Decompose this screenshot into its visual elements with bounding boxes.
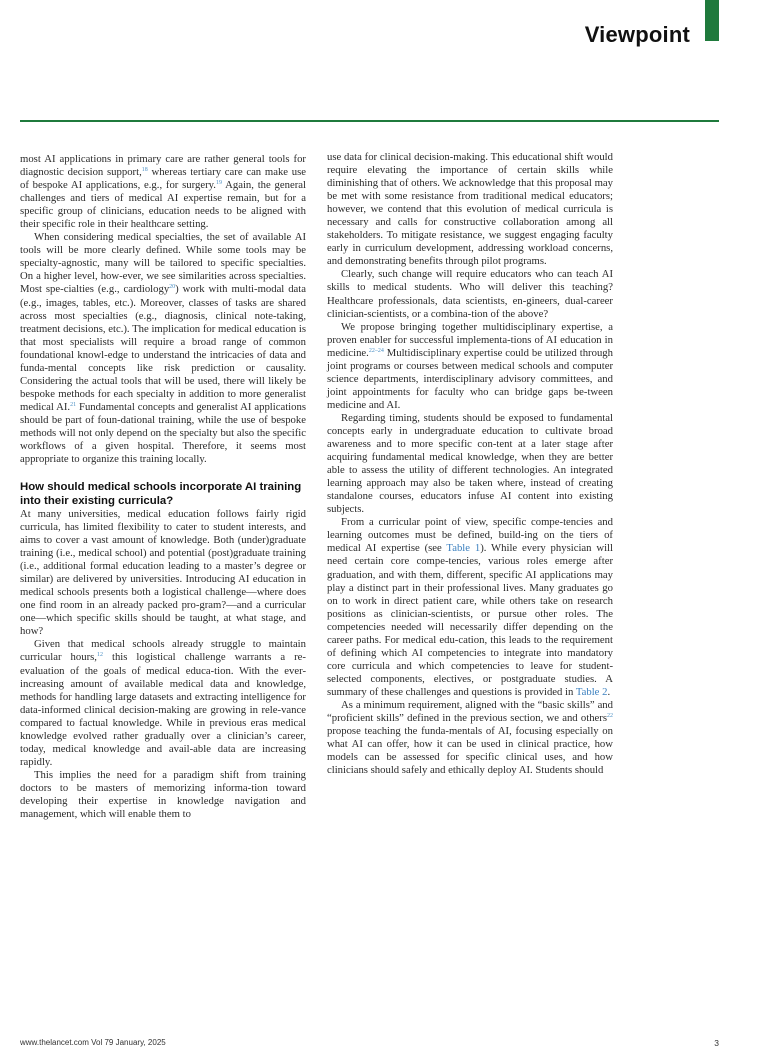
table-1-link[interactable]: Table 1 — [446, 542, 481, 555]
paragraph: Clearly, such change will require educators who can teach AI skills to medical students. Who will deliver this teaching? Healthcare professionals, data scientists, en-gineers, dual-career clinician-scientists, or a combina-tion of the above? — [327, 268, 613, 320]
citation-ref[interactable]: 20 — [169, 284, 176, 291]
right-column — [327, 151, 613, 777]
paragraph: As a minimum requirement, aligned with the “basic skills” and “proficient skills” defined in the previous section, we and others$^{22}$ propose teaching the funda-mentals of AI, focusing especially on what AI can offer, how it can be used in clinical practice, how models can be assessed for specific clinical uses, and how clinicians should safely and ethically deploy AI. Students should — [327, 698, 613, 777]
table-2-link[interactable]: Table 2 — [575, 685, 608, 698]
header-rule — [20, 120, 719, 122]
section-heading: How should medical schools incorporate AI training into their existing curricula? — [20, 481, 302, 507]
citation-ref[interactable]: 12 — [96, 652, 103, 659]
page-number: 3 — [714, 1038, 719, 1048]
paragraph: use data for clinical decision-making. This educational shift would require elevating the importance of certain skills while diminishing that of others. We acknowledge that this proposal may be met with some resistance from traditional medical educators; however, we contend that this evolution of medical curricula is necessary and calls for constructive collaboration among all stakeholders. To mitigate resistance, we suggest engaging faculty early in curriculum development, addressing workload concerns, and demonstrating benefits through pilot programs. — [327, 151, 613, 268]
paragraph: From a curricular point of view, specific compe-tencies and learning outcomes must be defined, build-ing on the tiers of medical AI expertise (see Table 1). While every physician will need certain core compe-tencies, various roles emerge after graduation, and with them, different, specific AI applications may play a distinct part in their professional lives. Many graduates go on to work in direct patient care, while others take on research positions as clinician-scientists, or pursue other roles. The competencies needed will necessarily differ depending on the career paths. For medical edu-cation, this leads to the requirement of defining which AI competencies to integrate into mandatory core curricula and which competencies to leave for student-selected components, electives, or postgraduate studies. A summary of these challenges and questions is provided in Table 2. — [327, 516, 613, 698]
left-column — [20, 153, 306, 821]
citation-ref[interactable]: 21 — [70, 401, 77, 408]
citation-ref[interactable]: 22–24 — [368, 347, 384, 354]
paragraph: We propose bringing together multidisciplinary expertise, a proven enabler for successful implementa-tions of AI education in medicine.$^{22-24}$ Multidisciplinary expertise could be utilized through joint programs or courses between medical schools and computer science departments, interdisciplinary advisory committees, and joint appointments for faculty who can bridge gaps be-tween medicine and AI. — [327, 320, 613, 411]
citation-ref[interactable]: 22 — [607, 713, 613, 720]
paragraph: Given that medical schools already struggle to maintain curricular hours,$^{12}$ this logistical challenge warrants a re-evaluation of the goals of medical educa-tion. With the ever-increasing amount of available medical data and knowledge, methods for handling large datasets and extracting intelligence for data-informed clinical decision-making are growing in rele-vance compared to factual knowledge. While in previous eras medical knowledge evolved rather gradually over a clinician’s career, today, medical knowledge and avail-able data are increasing rapidly. — [20, 638, 306, 768]
journal-footer: www.thelancet.com Vol 79 January, 2025 — [20, 1038, 166, 1047]
paragraph: Regarding timing, students should be exposed to fundamental concepts early in undergraduate education to cultivate broad awareness and to more specific con-tent at a later stage after acquiring fundamental medical knowledge, when they are better able to assess the utility of different technologies. An integrated learning approach may also be taken where, instead of creating standalone courses, educators infuse AI content into existing subjects. — [327, 411, 613, 516]
section-color-bar — [705, 0, 719, 41]
citation-ref[interactable]: 19 — [215, 180, 222, 187]
section-title: Viewpoint — [584, 22, 690, 47]
paragraph: most AI applications in primary care are rather general tools for diagnostic decision support,$^{18}$ whereas tertiary care can make use of bespoke AI applications, e.g., for surgery.$^{19}$ Again, the general challenges and tiers of medical AI expertise remain, but for a specific group of clinicians, education needs to be aligned with their specific role in their healthcare setting. — [20, 153, 307, 231]
paragraph: When considering medical specialties, the set of available AI tools will be more clearly defined. While some tools may be specialty-agnostic, many will be tailored to specific specialties. On a higher level, how-ever, we see similarities across specialties. Most spe-cialties (e.g., cardiology$^{20}$) work with multi-modal data (e.g., images, tables, etc.). Moreover, classes of tasks are shared across most specialties (e.g., diagnosis, clinical note-taking, treatment decisions, etc.). The implication for medical education is that most specialists will require a broad range of common foundational knowl-edge to understand the intricacies of data and funda-mental concepts like risk prediction or causality. Considering the actual tools that will be used, there will likely be bespoke methods for each specialty in addition to more generalist medical AI.$^{21}$ Fundamental concepts and generalist AI applications should be part of foun-dational training, while the use of bespoke methods will not only depend on the specialty but also the specific workflows of a given hospital. Therefore, it seems most appropriate to organize this training locally. — [20, 231, 307, 466]
paragraph: At many universities, medical education follows fairly rigid curricula, has limited flexibility to cater to student interests, and aims to cover a vast amount of knowledge. Both (under)graduate training (i.e., medical school) and potential (post)graduate training (i.e., additional formal education leading to a master’s degree or similar) are delivered by universities. Introducing AI education in medical schools presents both a logistical challenge—where does one find room in an already packed pro-gram?—and a curricular one—which specific skills should be taught, at what stage, and how? — [20, 507, 306, 638]
paragraph: This implies the need for a paradigm shift from training doctors to be masters of memorizing informa-tion toward developing their expertise in knowledge navigation and management, which will enable them to — [20, 768, 306, 821]
citation-ref[interactable]: 18 — [141, 167, 148, 174]
